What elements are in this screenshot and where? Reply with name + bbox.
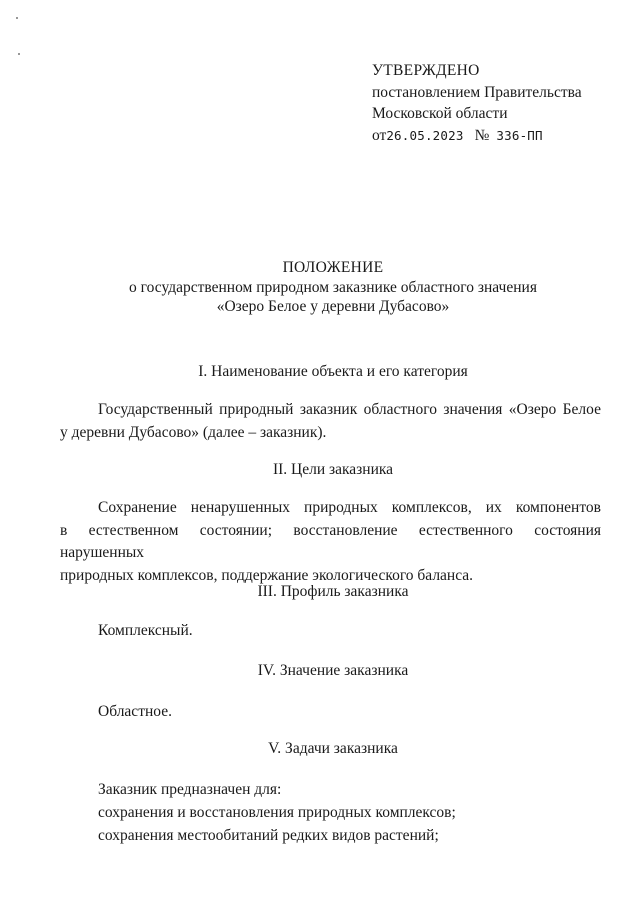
paragraph-line: Сохранение ненарушенных природных комплексов, их компонентов xyxy=(98,499,601,516)
title-heading: ПОЛОЖЕНИЕ xyxy=(282,259,384,276)
section-4-heading: IV. Значение заказника xyxy=(257,662,409,679)
number-sign: № xyxy=(474,126,490,144)
section-2-text xyxy=(60,497,601,587)
scan-speck xyxy=(18,53,20,55)
section-2-heading: II. Цели заказника xyxy=(272,461,394,478)
section-1-text xyxy=(60,399,601,444)
section-5-intro: Заказник предназначен для: xyxy=(98,781,282,798)
paragraph-line: природных комплексов, поддержание экологического баланса. xyxy=(60,566,474,584)
paragraph-line: в естественном состоянии; восстановление естественного состояния нарушенных xyxy=(60,521,601,561)
paragraph-line: Государственный природный заказник областного значения «Озеро Белое xyxy=(98,401,601,418)
section-1-heading: I. Наименование объекта и его категория xyxy=(198,363,468,380)
document-title xyxy=(90,258,576,317)
scan-speck xyxy=(16,17,18,19)
approval-line: постановлением Правительства xyxy=(372,83,582,101)
title-line: «Озеро Белое у деревни Дубасово» xyxy=(216,298,450,315)
approval-line: Московской области xyxy=(372,105,508,122)
approval-date: 26.05.2023 xyxy=(386,127,464,143)
section-5-heading: V. Задачи заказника xyxy=(268,740,398,757)
approval-order-line xyxy=(372,125,582,147)
section-3-heading: III. Профиль заказника xyxy=(257,583,409,600)
approval-heading: УТВЕРЖДЕНО xyxy=(372,62,480,79)
list-item: сохранения местообитаний редких видов растений; xyxy=(98,827,439,844)
date-prefix: от xyxy=(372,126,387,144)
section-3-text: Комплексный. xyxy=(98,622,193,639)
approval-number: 336-ПП xyxy=(496,127,543,143)
section-4-text: Областное. xyxy=(98,703,172,720)
list-item: сохранения и восстановления природных комплексов; xyxy=(98,804,456,821)
paragraph-line: у деревни Дубасово» (далее – заказник). xyxy=(60,423,327,441)
approval-stamp xyxy=(372,60,582,146)
title-line: о государственном природном заказнике областного значения xyxy=(129,278,537,296)
